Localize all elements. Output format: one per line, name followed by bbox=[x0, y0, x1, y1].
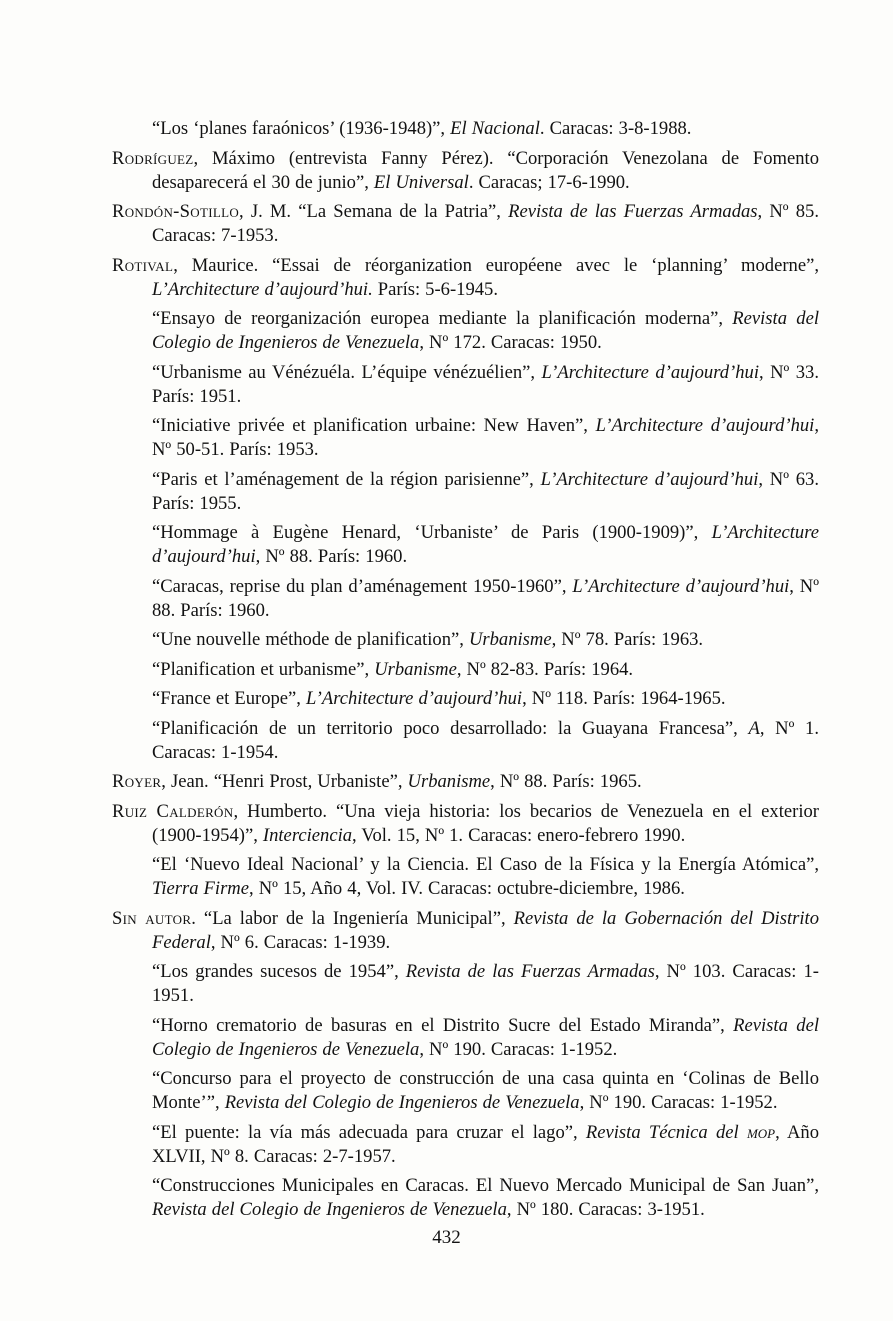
entry-text: “Horno crematorio de basuras en el Distrito Sucre del Estado Miranda”, bbox=[152, 1014, 734, 1036]
entry-text: “Paris et l’aménagement de la région parisienne”, bbox=[152, 468, 541, 490]
entry-text: , Nº 88. París: 1960. bbox=[152, 575, 819, 621]
entry-text: París: 5-6-1945. bbox=[372, 278, 498, 300]
entry-text: , Nº 172. Caracas: 1950. bbox=[419, 332, 602, 353]
entry-text: “Los ‘planes faraónicos’ (1936-1948)”, bbox=[152, 118, 451, 139]
entry-text: , Nº 50-51. París: 1953. bbox=[152, 415, 819, 460]
entry-text: “Planification et urbanisme”, bbox=[152, 658, 375, 680]
entry-text: , Humberto. “Una vieja historia: los becarios de Venezuela en el exterior (1900-1954)”, bbox=[152, 800, 819, 846]
entry-text: . Caracas; 17-6-1990. bbox=[468, 171, 630, 193]
entry-text: , Jean. “Henri Prost, Urbaniste”, bbox=[161, 771, 408, 792]
author-name: Royer bbox=[112, 771, 162, 792]
journal-title: Revista del Colegio de Ingenieros de Venezuela bbox=[224, 1092, 580, 1113]
entry-text: , Nº 63. París: 1955. bbox=[152, 468, 819, 514]
journal-title: Urbanisme bbox=[374, 658, 457, 680]
journal-title: El Nacional bbox=[450, 118, 540, 139]
journal-title: Urbanisme bbox=[468, 629, 552, 650]
entry-text: , J. M. “La Semana de la Patria”, bbox=[239, 201, 509, 222]
entry-text: . “La labor de la Ingeniería Municipal”, bbox=[191, 907, 514, 929]
bibliography-entry bbox=[152, 628, 819, 652]
journal-title: L’Architecture d’aujourd’hui. bbox=[152, 278, 373, 300]
bibliography-entry bbox=[152, 658, 819, 682]
bibliography-entry bbox=[152, 1121, 819, 1169]
journal-title: Revista del Colegio de Ingenieros de Venezuela bbox=[152, 308, 819, 353]
entry-text: , Nº 6. Caracas: 1-1939. bbox=[210, 931, 391, 953]
author-name: Rodríguez bbox=[112, 147, 194, 169]
bibliography-entry bbox=[112, 907, 819, 955]
bibliography-entry bbox=[152, 960, 819, 1008]
journal-title-abbrev: mop bbox=[746, 1121, 776, 1143]
bibliography-entry bbox=[112, 200, 819, 248]
entry-text: “Planificación de un territorio poco desarrollado: la Guayana Francesa”, bbox=[152, 717, 749, 739]
entry-text: “Iniciative privée et planification urbaine: New Haven”, bbox=[152, 415, 596, 436]
bibliography-entry bbox=[152, 687, 819, 711]
page-number: 432 bbox=[432, 1227, 461, 1248]
bibliography-entry bbox=[152, 117, 819, 141]
entry-text: , Máximo (entrevista Fanny Pérez). “Corporación Venezolana de Fomento desaparecerá el 30 de junio”, bbox=[152, 147, 819, 193]
journal-title: Urbanisme bbox=[407, 771, 491, 792]
bibliography-entry bbox=[152, 1014, 819, 1062]
author-name: Rotival bbox=[112, 254, 174, 276]
entry-text: , Nº 1. Caracas: 1-1954. bbox=[152, 717, 819, 763]
journal-title: Revista de la Gobernación del Distrito Federal bbox=[152, 907, 819, 953]
bibliography-entry bbox=[152, 361, 819, 409]
author-name: Rondón-Sotillo bbox=[112, 201, 240, 222]
bibliography-entry bbox=[152, 521, 819, 569]
journal-title: Interciencia bbox=[262, 824, 353, 846]
entry-text: “El ‘Nuevo Ideal Nacional’ y la Ciencia. El Caso de la Física y la Energía Atómica”, bbox=[152, 854, 819, 875]
journal-title: L’Architecture d’aujourd’hui bbox=[306, 688, 523, 709]
journal-title: L’Architecture d’aujourd’hui bbox=[595, 415, 815, 436]
entry-text: , Nº 85. Caracas: 7-1953. bbox=[152, 201, 819, 246]
entry-text: “Hommage à Eugène Henard, ‘Urbaniste’ de Paris (1900-1909)”, bbox=[152, 522, 712, 543]
author-name: Ruiz Calderón bbox=[112, 800, 234, 822]
entry-text: “El puente: la vía más adecuada para cruzar el lago”, bbox=[152, 1121, 586, 1143]
journal-title: Tierra Firme bbox=[152, 878, 249, 899]
entry-text: “Une nouvelle méthode de planification”, bbox=[152, 629, 469, 650]
journal-title: El Universal bbox=[373, 171, 469, 193]
bibliography-entry bbox=[112, 147, 819, 195]
bibliography-entry bbox=[152, 307, 819, 355]
bibliography bbox=[112, 117, 819, 1228]
entry-text: , Nº 103. Caracas: 1-1951. bbox=[152, 961, 819, 1006]
entry-text: , Nº 190. Caracas: 1-1952. bbox=[419, 1038, 618, 1060]
bibliography-entry bbox=[152, 1067, 819, 1115]
entry-text: “Construcciones Municipales en Caracas. El Nuevo Mercado Municipal de San Juan”, bbox=[152, 1175, 819, 1196]
journal-title: Revista del Colegio de Ingenieros de Venezuela bbox=[152, 1199, 507, 1220]
bibliography-entry bbox=[112, 800, 819, 848]
entry-text: “Concurso para el proyecto de construcción de una casa quinta en ‘Colinas de Bello Monte’”, bbox=[152, 1068, 819, 1113]
entry-text: “Urbanisme au Vénézuéla. L’équipe vénézuélien”, bbox=[152, 361, 542, 383]
bibliography-entry bbox=[152, 853, 819, 901]
entry-text: , Nº 33. París: 1951. bbox=[152, 361, 819, 407]
entry-text: , Nº 118. París: 1964-1965. bbox=[522, 688, 726, 709]
bibliography-entry bbox=[152, 717, 819, 765]
journal-title: L’Architecture d’aujourd’hui bbox=[152, 522, 819, 567]
entry-text: , Nº 15, Año 4, Vol. IV. Caracas: octubre-diciembre, 1986. bbox=[249, 878, 685, 899]
entry-text: . Caracas: 3-8-1988. bbox=[539, 118, 692, 139]
entry-text: , Nº 88. París: 1960. bbox=[255, 546, 408, 567]
journal-title: A bbox=[748, 717, 760, 739]
bibliography-entry bbox=[112, 254, 819, 302]
entry-text: , Nº 190. Caracas: 1-1952. bbox=[579, 1092, 778, 1113]
bibliography-entry bbox=[152, 575, 819, 623]
entry-text: “Caracas, reprise du plan d’aménagement 1950-1960”, bbox=[152, 575, 573, 597]
entry-text: , Nº 82-83. París: 1964. bbox=[456, 658, 634, 680]
author-name: Sin autor bbox=[112, 907, 192, 929]
entry-text: , Nº 78. París: 1963. bbox=[551, 629, 704, 650]
entry-text: “Ensayo de reorganización europea mediante la planificación moderna”, bbox=[152, 308, 733, 329]
entry-text: , Vol. 15, Nº 1. Caracas: enero-febrero 1990. bbox=[352, 824, 686, 846]
journal-title: Revista de las Fuerzas Armadas bbox=[508, 201, 758, 222]
bibliography-entry bbox=[152, 414, 819, 462]
journal-title: L’Architecture d’aujourd’hui bbox=[540, 468, 759, 490]
entry-text: “Los grandes sucesos de 1954”, bbox=[152, 961, 406, 982]
journal-title: Revista de las Fuerzas Armadas bbox=[405, 961, 655, 982]
journal-title: L’Architecture d’aujourd’hui bbox=[572, 575, 790, 597]
bibliography-entry bbox=[152, 468, 819, 516]
journal-title: Revista Técnica del bbox=[585, 1121, 747, 1143]
entry-text: , Maurice. “Essai de réorganization européene avec le ‘planning’ moderne”, bbox=[173, 254, 819, 276]
entry-text: “France et Europe”, bbox=[152, 688, 306, 709]
bibliography-entry bbox=[152, 1174, 819, 1222]
journal-title: Revista del Colegio de Ingenieros de Venezuela bbox=[152, 1014, 819, 1060]
entry-text: , Nº 180. Caracas: 3-1951. bbox=[506, 1199, 705, 1220]
entry-text: , Nº 88. París: 1965. bbox=[490, 771, 642, 792]
entry-text: , Año XLVII, Nº 8. Caracas: 2-7-1957. bbox=[152, 1121, 819, 1167]
journal-title: L’Architecture d’aujourd’hui bbox=[541, 361, 759, 383]
bibliography-entry bbox=[112, 770, 819, 794]
